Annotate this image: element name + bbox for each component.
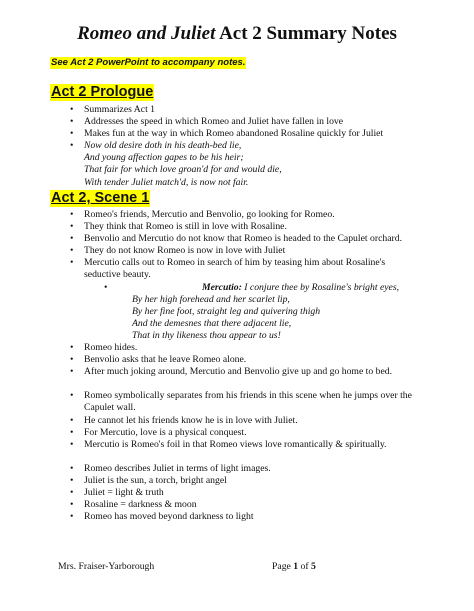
list-item: • Benvolio and Mercutio do not know that Romeo is headed to the Capulet orchard. [70, 233, 403, 245]
list-item: • Now old desire doth in his death-bed lie, [70, 140, 242, 152]
bullet-icon: • [70, 245, 74, 257]
list-item: • After much joking around, Mercutio and Benvolio give up and go home to bed. [70, 366, 393, 378]
mercutio-label: Mercutio: [202, 281, 242, 293]
bullet-icon: • [70, 426, 74, 438]
list-item: • Romeo has moved beyond darkness to light [70, 511, 254, 523]
bullet-icon: • [70, 104, 74, 115]
title-rest: Act 2 Summary Notes [215, 23, 397, 44]
list-item: • Mercutio is Romeo's foil in that Romeo views love romantically & spiritually. [70, 438, 387, 450]
bullet-icon: • [70, 140, 74, 152]
list-item: • They do not know Romeo is now in love with Juliet [70, 245, 286, 257]
quote-line: And the demesnes that there adjacent lie, [132, 317, 292, 329]
bullet-icon: • [70, 390, 74, 402]
bullet-icon: • [70, 414, 74, 426]
heading-act2-scene1: Act 2, Scene 1 [51, 190, 150, 206]
quote-line: That fair for which love groan'd for and would die, [84, 164, 282, 176]
list-item: • For Mercutio, love is a physical conquest. [70, 426, 247, 438]
bullet-icon: • [70, 511, 74, 523]
bullet-icon: • [104, 281, 108, 293]
title-italic-part: Romeo and Juliet [77, 23, 216, 44]
bullet-icon: • [70, 486, 74, 498]
page-title [0, 22, 474, 46]
list-item: • Romeo's friends, Mercutio and Benvolio, go looking for Romeo. [70, 209, 335, 220]
scene1-list [0, 209, 464, 523]
bullet-icon: • [70, 438, 74, 450]
bullet-icon: • [70, 474, 74, 486]
bullet-icon: • [70, 462, 74, 474]
quote-line: And young affection gapes to be his heir; [84, 152, 244, 164]
bullet-icon: • [70, 209, 74, 220]
list-item: • Summarizes Act 1 [70, 104, 156, 115]
bullet-icon: • [70, 233, 74, 245]
list-item: • They think that Romeo is still in love with Rosaline. [70, 221, 287, 233]
list-item: • Makes fun at the way in which Romeo abandoned Rosaline quickly for Juliet [70, 128, 384, 140]
bullet-icon: • [70, 499, 74, 511]
bullet-icon: • [70, 354, 74, 366]
list-item: • He cannot let his friends know he is in love with Juliet. [70, 414, 298, 426]
list-item: • Romeo symbolically separates from his friends in this scene when he jumps over the Capulet wall. [70, 390, 412, 414]
mercutio-quote-list [104, 281, 414, 342]
bullet-icon: • [70, 221, 74, 233]
list-item: • Juliet is the sun, a torch, bright angel [70, 474, 227, 486]
list-item: • Addresses the speed in which Romeo and Juliet have fallen in love [70, 116, 344, 128]
powerpoint-note: See Act 2 PowerPoint to accompany notes. [51, 57, 246, 68]
bullet-icon: • [70, 116, 74, 128]
bullet-icon: • [70, 366, 74, 378]
list-item: • Mercutio: I conjure thee by Rosaline's bright eyes, [104, 281, 400, 293]
footer-author: Mrs. Fraiser-Yarborough [58, 561, 155, 572]
quote-line: With tender Juliet match'd, is now not fair. [84, 176, 249, 188]
prologue-list [0, 104, 464, 189]
quote-line: That in thy likeness thou appear to us! [132, 329, 281, 341]
footer-page-number: Page 1 of 5 [272, 561, 316, 572]
bullet-icon: • [70, 257, 74, 269]
quote-line: By her high forehead and her scarlet lip, [132, 293, 290, 305]
quote-line: By her fine foot, straight leg and quivering thigh [132, 305, 321, 317]
list-item: • Mercutio calls out to Romeo in search of him by teasing him about Rosaline's seductive beauty. • Mercutio: I conjure thee by Rosaline's bright eyes, By her high forehead and her scarlet lip, By her fine foot, straight leg and quivering thigh And the demesnes that there adjacent lie, That in thy likeness thou appear to us! [0, 257, 414, 342]
heading-act2-prologue: Act 2 Prologue [51, 84, 154, 100]
list-item: • Benvolio asks that he leave Romeo alone. [70, 354, 247, 366]
list-item: • Romeo describes Juliet in terms of light images. [70, 462, 271, 474]
list-item: • Juliet = light & truth [70, 486, 164, 498]
list-item: • Rosaline = darkness & moon [70, 499, 197, 511]
list-item: • Romeo hides. [70, 342, 138, 354]
bullet-icon: • [70, 342, 74, 354]
bullet-icon: • [70, 128, 74, 140]
